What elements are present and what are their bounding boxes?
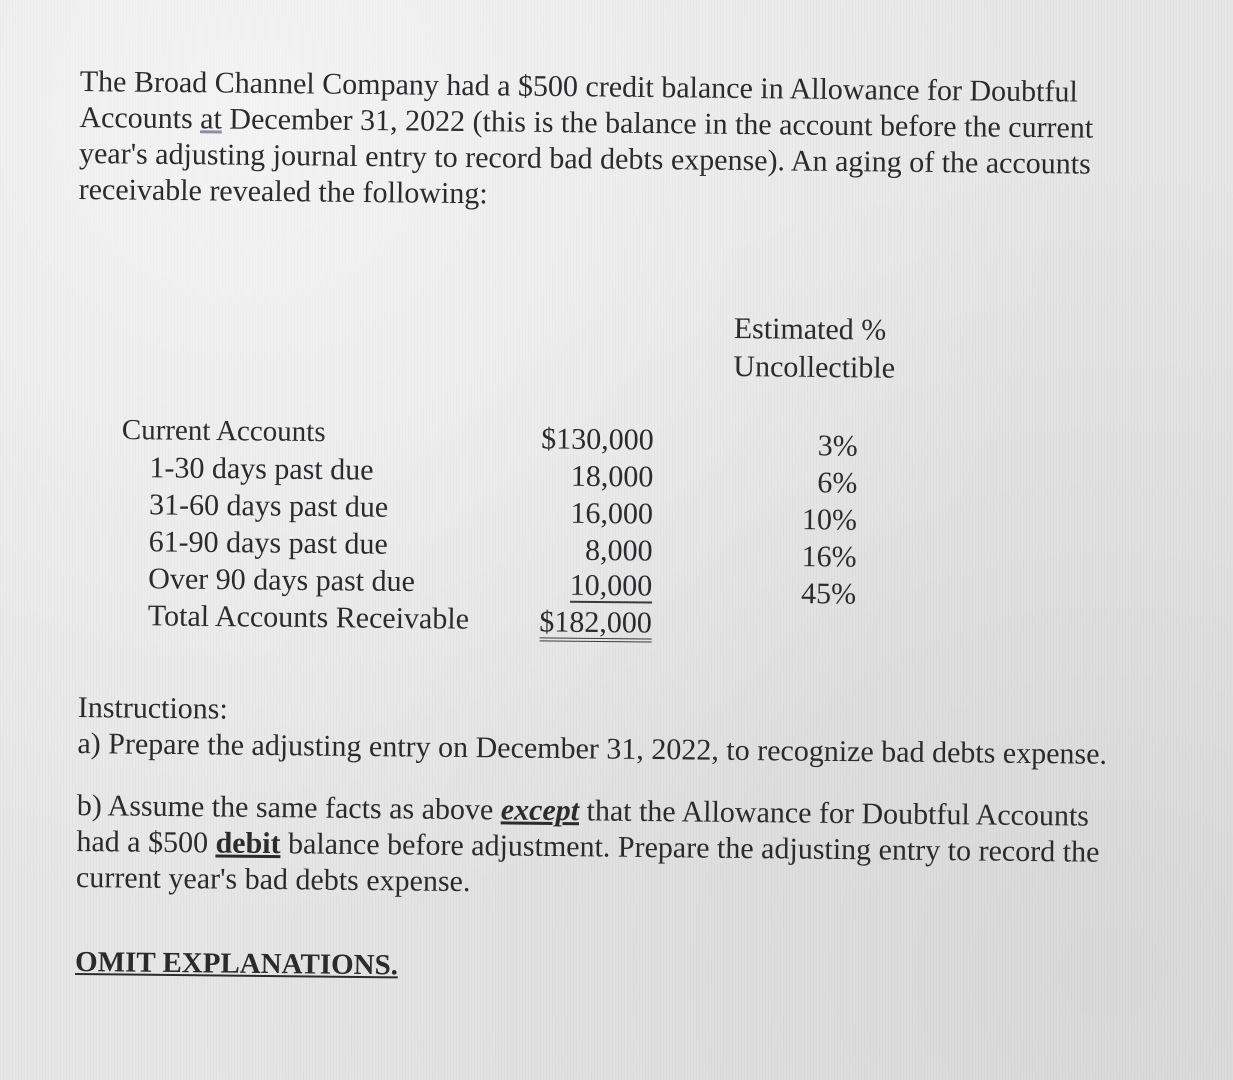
- row-label: Total Accounts Receivable: [147, 599, 470, 636]
- row-amount: 8,000: [584, 533, 653, 568]
- row-percent: 10%: [801, 503, 858, 537]
- intro-line-4: receivable revealed the following:: [78, 172, 488, 211]
- part-b-text: balance before adjustment. Prepare the adjusting entry to record the: [280, 827, 1100, 869]
- omit-explanations-note: OMIT EXPLANATIONS.: [74, 945, 399, 982]
- instruction-part-b-line-3: current year's bad debts expense.: [75, 860, 471, 899]
- row-label: Current Accounts: [121, 414, 326, 449]
- instructions-heading: Instructions:: [77, 690, 228, 726]
- row-label: 31-60 days past due: [148, 488, 389, 524]
- intro-line-2-b: December 31, 2022 (this is the balance in the account before the current: [221, 102, 1094, 145]
- row-percent: 3%: [817, 429, 858, 463]
- intro-line-1: The Broad Channel Company had a $500 credit balance in Allowance for Doubtful: [79, 64, 1078, 109]
- aging-table: [120, 414, 882, 644]
- part-b-text: that the Allowance for Doubtful Accounts: [578, 794, 1090, 833]
- emphasis-except: except: [500, 793, 580, 828]
- row-amount: $130,000: [541, 422, 654, 457]
- header-line-1: Estimated %: [733, 311, 887, 347]
- part-b-text: b) Assume the same facts as above: [76, 788, 501, 827]
- intro-line-2-a: Accounts: [79, 100, 201, 136]
- row-percent: 16%: [801, 540, 857, 574]
- problem-intro: [78, 64, 1219, 220]
- header-line-2: Uncollectible: [733, 349, 896, 385]
- intro-line-3: year's adjusting journal entry to record bad debts expense). An aging of the accounts: [78, 136, 1091, 181]
- row-label: Over 90 days past due: [148, 562, 416, 599]
- instructions-section: [75, 690, 1218, 992]
- table-row-total: [120, 599, 880, 644]
- row-label: 61-90 days past due: [148, 525, 388, 561]
- row-percent: 45%: [800, 577, 857, 611]
- intro-underlined-at: at: [200, 102, 223, 136]
- row-amount: $182,000: [539, 607, 652, 642]
- row-amount: 10,000: [569, 568, 653, 603]
- row-amount: 18,000: [570, 459, 654, 494]
- estimated-percent-header: [733, 310, 895, 388]
- row-amount: 16,000: [570, 496, 654, 531]
- row-label: 1-30 days past due: [149, 451, 374, 487]
- row-percent: [792, 614, 856, 615]
- instruction-part-a: a) Prepare the adjusting entry on December 31, 2022, to recognize bad debts expense.: [77, 726, 1108, 771]
- emphasis-debit: debit: [215, 826, 281, 861]
- part-b-text: had a $500: [76, 824, 216, 860]
- row-percent: 6%: [817, 466, 858, 500]
